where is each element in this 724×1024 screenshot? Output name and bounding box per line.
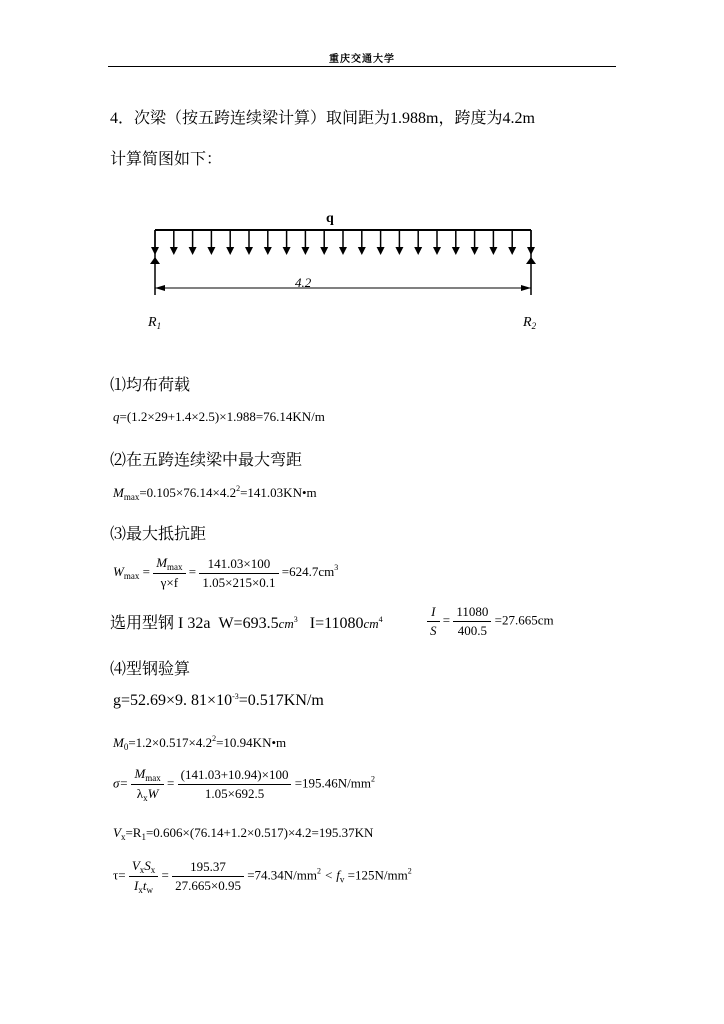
self-weight-moment-equation: $M_0=1.2\times 0.517\times 4.2^2=10.94KN•m$ [113, 734, 287, 752]
load-arrow-head-icon [226, 247, 234, 255]
load-arrow-head-icon [414, 247, 422, 255]
load-arrow-head-icon [320, 247, 328, 255]
load-arrow-head-icon [358, 247, 366, 255]
load-arrow-head-icon [377, 247, 385, 255]
load-arrow-head-icon [283, 247, 291, 255]
support-left-label: $R_1$ [148, 315, 162, 331]
section-modulus-equation: $W_{max}$ = $\frac{M_{max}}{\gamma\times f}$ = $\frac{141.03\times 100}{1.05\times 215\times 0.1}$ $=624.7cm^3$ [113, 555, 339, 590]
load-arrow-head-icon [489, 247, 497, 255]
load-label: q [326, 211, 334, 226]
shear-force-equation: $V_x=R_1=0.606\times(76.14+1.2\times 0.517)\times 4.2=195.37KN$ [113, 825, 374, 842]
intro-line-2: 计算简图如下： [110, 151, 223, 168]
load-arrow-head-icon [207, 247, 215, 255]
load-equation: q=(1.2×29+1.4×2.5)×1.988=76.14KN/m [113, 409, 325, 424]
page-header: 重庆交通大学 [329, 54, 395, 65]
left-support-icon [150, 257, 160, 264]
support-right-label: $R_2$ [523, 315, 537, 331]
dimension-arrow-right-icon [521, 285, 531, 291]
dimension-arrow-left-icon [155, 285, 165, 291]
load-arrow-head-icon [189, 247, 197, 255]
load-arrows [151, 230, 535, 255]
bending-stress-equation: σ= $\frac{M_{max}}{\lambda_xW}$ = $\frac{(141.03+10.94)\times 100}{1.05\times 692.5}$ $=195.46N/mm^2$ [113, 766, 376, 803]
section-selection: 选用型钢 I 32a $W=693.5cm^3$ $I=11080cm^4$ [110, 615, 383, 632]
beam-diagram [140, 200, 560, 340]
section-2-title: ⑵在五跨连续梁中最大弯距 [110, 452, 303, 469]
section-3-title: ⑶最大抵抗距 [110, 526, 207, 543]
load-arrow-head-icon [452, 247, 460, 255]
right-support-icon [526, 257, 536, 264]
load-arrow-head-icon [395, 247, 403, 255]
shear-stress-equation: τ= $\frac{V_xS_x}{I_xt_w}$ = $\frac{195.37}{27.665\times 0.95}$ $=74.34N/mm^2 < f_v =125N/mm^2$ [113, 858, 412, 895]
load-arrow-head-icon [471, 247, 479, 255]
ratio-equation: $\frac{I}{S}$ = $\frac{11080}{400.5}$ =27.665cm [427, 604, 554, 639]
self-weight-equation: g=52.69×9. $81\times 10^{-3}=0.517KN/m$ [113, 692, 324, 709]
load-arrow-head-icon [301, 247, 309, 255]
load-arrow-head-icon [264, 247, 272, 255]
header-rule [108, 66, 616, 67]
section-4-title: ⑷型钢验算 [110, 661, 191, 678]
span-label: 4.2 [295, 275, 312, 290]
load-arrow-head-icon [245, 247, 253, 255]
moment-equation: $M_{max}=0.105\times 76.14\times 4.2^2=141.03KN•m$ [113, 484, 317, 502]
intro-line-1: 4．次梁（按五跨连续梁计算）取间距为1.988m，跨度为4.2m [110, 110, 535, 127]
load-arrow-head-icon [508, 247, 516, 255]
load-arrow-head-icon [433, 247, 441, 255]
load-arrow-head-icon [170, 247, 178, 255]
load-arrow-head-icon [339, 247, 347, 255]
section-1-title: ⑴均布荷载 [110, 377, 191, 394]
